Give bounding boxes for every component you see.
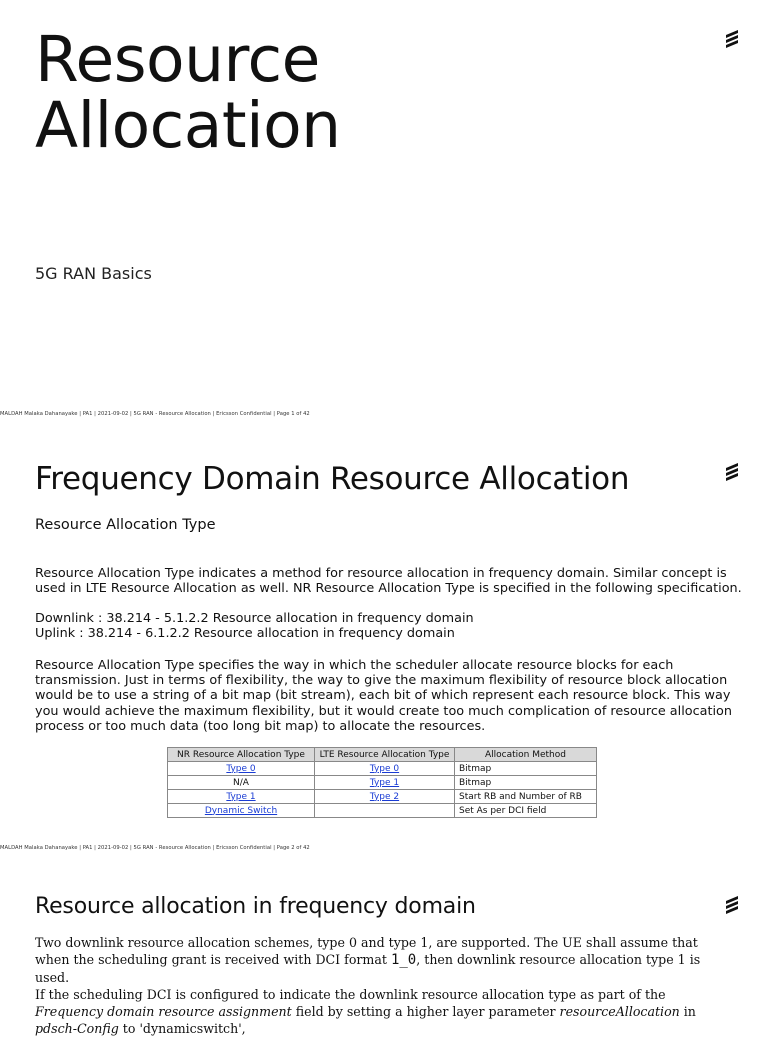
table-header-row [168, 748, 597, 762]
flexibility-paragraph: Resource Allocation Type specifies the way in which the scheduler allocate resource blocks for each transmission. Just in terms of flexibility, the way to give the maximum flexibility of resource block allocation would be to use a string of a bit map (bit stream), each bit of which represent each resource block. This way you would achieve the maximum flexibility, but it would create too much complication of resource allocation process or too much data (too long bit map) to allocate the resources. [35, 658, 732, 734]
title-line-1: Resource [35, 23, 320, 96]
text-run: field by setting a higher layer parameter [291, 1004, 560, 1019]
text-run: in [679, 1004, 696, 1019]
parameter-name: resourceAllocation [559, 1004, 680, 1019]
slide-frequency-domain [0, 430, 768, 860]
table-header: NR Resource Allocation Type [168, 748, 315, 762]
slide-title [0, 0, 768, 430]
field-name: Frequency domain resource assignment [35, 1004, 292, 1019]
slide-1-subtitle: 5G RAN Basics [35, 264, 152, 283]
slide-1-footer: MALDAH Malaka Dahanayake | PA1 | 2021-09-02 | 5G RAN - Resource Allocation | Ericsson Confidential | Page 1 of 42 [0, 411, 310, 417]
table-cell: N/A [168, 776, 315, 790]
table-cell: Start RB and Number of RB [455, 790, 597, 804]
text-run: Two downlink resource allocation schemes, type 0 and type 1, are supported. The UE shall assume that when the scheduling grant is received with DCI format [35, 935, 698, 967]
ericsson-logo-icon [725, 462, 739, 482]
slide-2-title: Frequency Domain Resource Allocation [35, 461, 630, 497]
lte-type-1-link[interactable]: Type 1 [369, 777, 400, 788]
table-row [168, 804, 597, 818]
slide-2-footer: MALDAH Malaka Dahanayake | PA1 | 2021-09-02 | 5G RAN - Resource Allocation | Ericsson Confidential | Page 2 of 42 [0, 845, 310, 851]
intro-paragraph: Resource Allocation Type indicates a method for resource allocation in frequency domain. Similar concept is used in LTE Resource Allocation as well. NR Resource Allocation Type is specified in the following specification. [35, 566, 742, 597]
table-cell: Bitmap [455, 762, 597, 776]
text-run: , then downlink resource allocation type 1 is used. [35, 952, 701, 985]
table-cell: Set As per DCI field [455, 804, 597, 818]
ericsson-logo-icon [725, 895, 739, 915]
dci-format-code: 1_0 [390, 952, 417, 968]
lte-type-0-link[interactable]: Type 0 [369, 763, 400, 774]
table-row [168, 790, 597, 804]
title-line-2: Allocation [35, 89, 341, 162]
dynamic-switch-link[interactable]: Dynamic Switch [204, 805, 278, 816]
lte-type-2-link[interactable]: Type 2 [369, 791, 400, 802]
nr-type-1-link[interactable]: Type 1 [226, 791, 256, 802]
uplink-spec: Uplink : 38.214 - 6.1.2.2 Resource allocation in frequency domain [35, 626, 455, 642]
slide-3-title: Resource allocation in frequency domain [35, 894, 476, 919]
config-name: pdsch-Config [35, 1021, 119, 1036]
dci-config-paragraph [35, 986, 735, 1037]
allocation-type-table [167, 747, 597, 818]
table-row [168, 762, 597, 776]
table-cell [315, 804, 455, 818]
nr-type-0-link[interactable]: Type 0 [226, 763, 256, 774]
slide-1-title [35, 23, 341, 162]
downlink-spec: Downlink : 38.214 - 5.1.2.2 Resource allocation in frequency domain [35, 611, 474, 626]
text-run: If the scheduling DCI is configured to indicate the downlink resource allocation type as part of the [35, 987, 666, 1002]
text-run: to 'dynamicswitch', [118, 1021, 246, 1036]
table-header: LTE Resource Allocation Type [315, 748, 455, 762]
slide-2-subtitle: Resource Allocation Type [35, 517, 216, 533]
spec-references [35, 611, 750, 641]
slide-resource-allocation [0, 860, 768, 1036]
table-header: Allocation Method [455, 748, 597, 762]
downlink-schemes-paragraph [35, 934, 735, 986]
table-row [168, 776, 597, 790]
ericsson-logo-icon [725, 29, 739, 49]
table-cell: Bitmap [455, 776, 597, 790]
